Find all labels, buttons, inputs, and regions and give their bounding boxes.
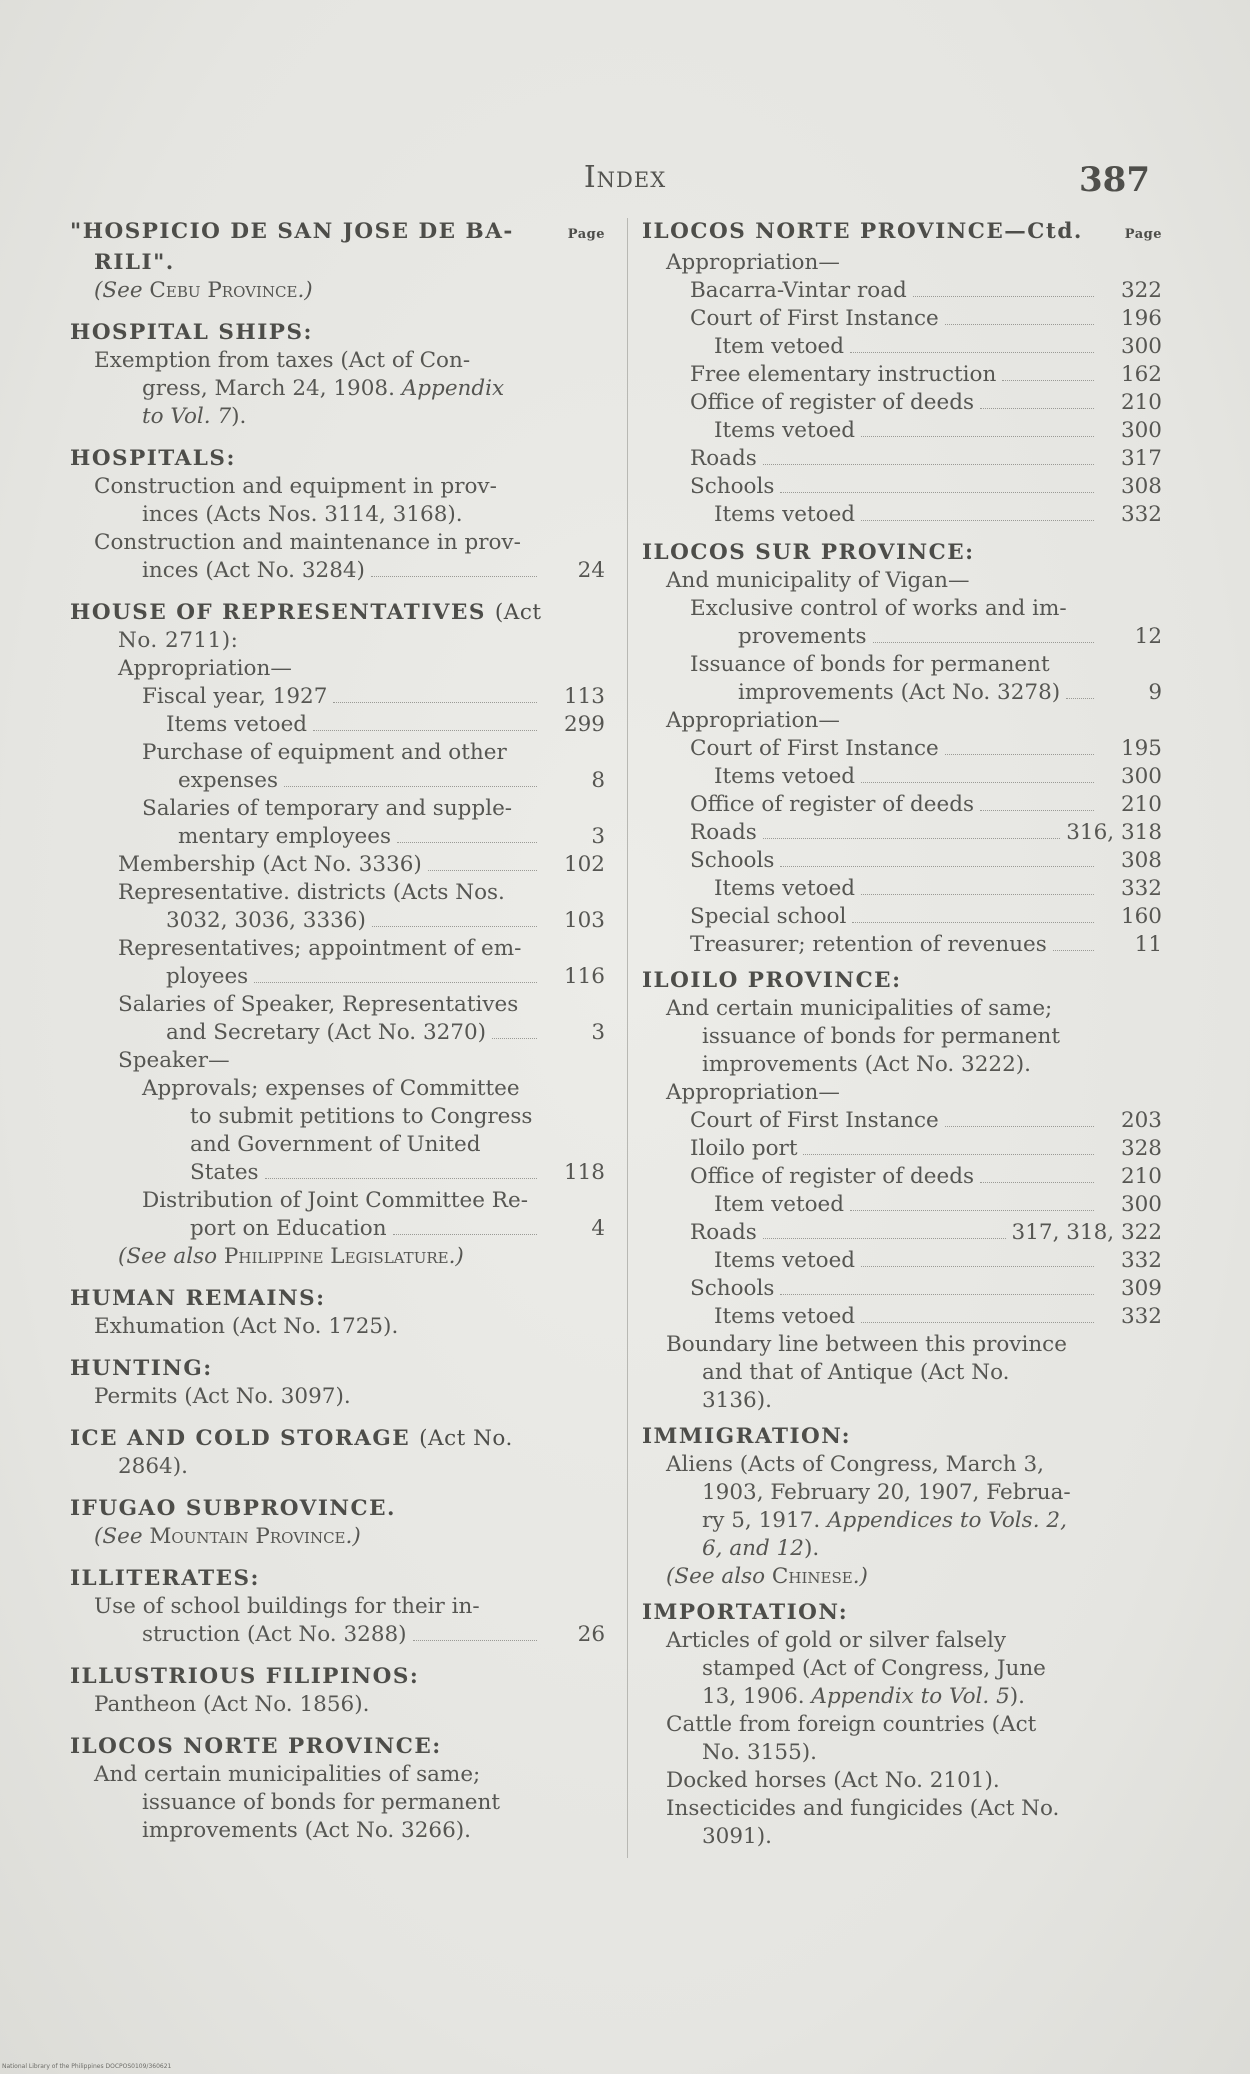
index-entry: Purchase of equipment and other	[142, 740, 507, 765]
index-heading: ICE AND COLD STORAGE (Act No.	[70, 1426, 513, 1451]
index-entry: Permits (Act No. 3097).	[94, 1384, 351, 1409]
index-entry: And certain municipalities of same;	[666, 996, 1053, 1021]
index-heading: ILOILO PROVINCE:	[642, 968, 902, 993]
index-entry-with-page: Bacarra-Vintar road 322	[690, 278, 1162, 303]
index-entry: Representatives; appointment of em-	[118, 936, 522, 961]
index-entry-cont: improvements (Act No. 3266).	[142, 1818, 471, 1843]
index-entry-cont: gress, March 24, 1908. Appendix	[142, 376, 505, 401]
index-entry-cont: and that of Antique (Act No.	[702, 1360, 1010, 1385]
index-entry: Exemption from taxes (Act of Con-	[94, 348, 471, 373]
see-reference[interactable]: (See also Philippine Legislature.)	[118, 1244, 464, 1269]
index-entry: Construction and maintenance in prov-	[94, 530, 521, 555]
index-entry-cont: ry 5, 1917. Appendices to Vols. 2,	[702, 1508, 1067, 1533]
index-entry-with-page: Court of First Instance 196	[690, 306, 1162, 331]
page-number: 387	[1079, 160, 1150, 200]
index-heading: HUNTING:	[70, 1356, 213, 1381]
see-reference[interactable]: (See Cebu Province.)	[94, 278, 313, 303]
index-entry-cont: and Government of United	[190, 1132, 481, 1157]
index-heading: HOSPITALS:	[70, 446, 236, 471]
index-heading: IFUGAO SUBPROVINCE.	[70, 1496, 397, 1521]
index-entry-with-page: 3032, 3036, 3336) 103	[166, 908, 605, 933]
index-entry-cont: to submit petitions to Congress	[190, 1104, 533, 1129]
index-entry-cont: 6, and 12).	[702, 1536, 820, 1561]
index-entry-with-page: port on Education 4	[190, 1216, 605, 1241]
index-entry: And certain municipalities of same;	[94, 1762, 481, 1787]
index-entry: Exclusive control of works and im-	[690, 596, 1067, 621]
index-entry: Docked horses (Act No. 2101).	[666, 1768, 1000, 1793]
index-entry-with-page: Office of register of deeds 210	[690, 390, 1162, 415]
running-header-title: Index	[583, 160, 667, 195]
index-subheading: Speaker—	[118, 1048, 230, 1073]
index-entry-cont: 3091).	[702, 1824, 772, 1849]
index-entry-with-page: Roads 317, 318, 322	[690, 1220, 1162, 1245]
index-column-left	[70, 218, 605, 1845]
index-column-right	[642, 218, 1162, 1851]
index-entry-with-page: Schools 309	[690, 1276, 1162, 1301]
index-entry-with-page: Schools 308	[690, 848, 1162, 873]
index-entry-with-page: Office of register of deeds 210	[690, 792, 1162, 817]
index-entry: Use of school buildings for their in-	[94, 1594, 480, 1619]
index-heading: HUMAN REMAINS:	[70, 1286, 326, 1311]
index-entry-with-page: expenses 8	[178, 768, 605, 793]
index-entry-with-page: Fiscal year, 1927 113	[142, 684, 605, 709]
index-entry-with-page: and Secretary (Act No. 3270) 3	[166, 1020, 605, 1045]
index-entry: Representative. districts (Acts Nos.	[118, 880, 505, 905]
index-heading: ILOCOS SUR PROVINCE:	[642, 540, 975, 565]
index-entry: Pantheon (Act No. 1856).	[94, 1692, 370, 1717]
index-entry: Construction and equipment in prov-	[94, 474, 497, 499]
index-entry-with-page: Items vetoed 332	[714, 1304, 1162, 1329]
page-ref: 24	[577, 558, 605, 583]
index-entry-with-page: Roads 316, 318	[690, 820, 1162, 845]
index-entry-with-page: Items vetoed 332	[714, 1248, 1162, 1273]
index-entry: Approvals; expenses of Committee	[142, 1076, 520, 1101]
index-entry: Aliens (Acts of Congress, March 3,	[666, 1452, 1045, 1477]
index-entry: Boundary line between this province	[666, 1332, 1067, 1357]
index-entry-with-page: Items vetoed 300	[714, 764, 1162, 789]
index-entry: Salaries of temporary and supple-	[142, 796, 513, 821]
index-subheading: Appropriation—	[666, 708, 840, 733]
index-entry-with-page: inces (Act No. 3284) 24	[142, 558, 605, 583]
page-column-label: Page	[567, 227, 605, 242]
see-reference[interactable]: (See Mountain Province.)	[94, 1524, 361, 1549]
index-heading: ILOCOS NORTE PROVINCE—Ctd. Page	[642, 218, 1162, 249]
index-entry-with-page: Schools 308	[690, 474, 1162, 499]
index-heading: ILLUSTRIOUS FILIPINOS:	[70, 1664, 420, 1689]
index-entry-with-page: Free elementary instruction 162	[690, 362, 1162, 387]
index-entry: Distribution of Joint Committee Re-	[142, 1188, 528, 1213]
see-reference[interactable]: (See also Chinese.)	[666, 1564, 868, 1589]
column-divider	[627, 218, 628, 1858]
index-entry-with-page: Items vetoed 332	[714, 876, 1162, 901]
index-heading-cont: 2864).	[118, 1454, 188, 1479]
index-entry: Insecticides and fungicides (Act No.	[666, 1796, 1060, 1821]
index-entry-cont: stamped (Act of Congress, June	[702, 1656, 1046, 1681]
index-entry-with-page: mentary employees 3	[178, 824, 605, 849]
index-entry-cont: improvements (Act No. 3222).	[702, 1052, 1031, 1077]
library-footer-note: National Library of the Philippines DOCPOS0109/360621	[2, 2063, 172, 2070]
index-heading-cont: No. 2711):	[118, 628, 239, 653]
index-entry-with-page: Item vetoed 300	[714, 1192, 1162, 1217]
index-entry: Exhumation (Act No. 1725).	[94, 1314, 399, 1339]
index-entry-cont: No. 3155).	[702, 1740, 817, 1765]
index-entry-with-page: Items vetoed 332	[714, 502, 1162, 527]
index-subheading: And municipality of Vigan—	[666, 568, 970, 593]
index-entry-with-page: provements 12	[738, 624, 1162, 649]
index-entry-cont: 1903, February 20, 1907, Februa-	[702, 1480, 1071, 1505]
index-entry: Salaries of Speaker, Representatives	[118, 992, 519, 1017]
index-entry-with-page: Items vetoed 300	[714, 418, 1162, 443]
page-column-label: Page	[1124, 227, 1162, 242]
index-entry-with-page: struction (Act No. 3288) 26	[142, 1622, 605, 1647]
index-entry: Articles of gold or silver falsely	[666, 1628, 1007, 1653]
index-heading: HOUSE OF REPRESENTATIVES (Act	[70, 600, 542, 625]
index-entry-with-page: Office of register of deeds 210	[690, 1164, 1162, 1189]
index-heading: HOSPITAL SHIPS:	[70, 320, 313, 345]
index-heading-cont: RILI".	[94, 250, 175, 275]
index-entry: Cattle from foreign countries (Act	[666, 1712, 1037, 1737]
index-subheading: Appropriation—	[118, 656, 292, 681]
index-entry-with-page: Special school 160	[690, 904, 1162, 929]
index-subheading: Appropriation—	[666, 1080, 840, 1105]
index-entry-with-page: States 118	[190, 1160, 605, 1185]
index-subheading: Appropriation—	[666, 250, 840, 275]
index-entry-with-page: Items vetoed 299	[166, 712, 605, 737]
index-entry-with-page: Roads 317	[690, 446, 1162, 471]
index-heading: ILOCOS NORTE PROVINCE:	[70, 1734, 442, 1759]
index-entry-with-page: improvements (Act No. 3278) 9	[738, 680, 1162, 705]
index-entry-cont: 13, 1906. Appendix to Vol. 5).	[702, 1684, 1026, 1709]
index-entry-with-page: ployees 116	[166, 964, 605, 989]
index-entry-cont: 3136).	[702, 1388, 772, 1413]
index-entry-with-page: Membership (Act No. 3336) 102	[118, 852, 605, 877]
index-entry: Issuance of bonds for permanent	[690, 652, 1050, 677]
index-entry-cont: issuance of bonds for permanent	[702, 1024, 1061, 1049]
index-entry-cont: inces (Acts Nos. 3114, 3168).	[142, 502, 463, 527]
index-entry-with-page: Court of First Instance 195	[690, 736, 1162, 761]
index-entry-with-page: Treasurer; retention of revenues 11	[690, 932, 1162, 957]
index-heading: IMPORTATION:	[642, 1600, 849, 1625]
index-entry-cont: issuance of bonds for permanent	[142, 1790, 501, 1815]
index-entry-with-page: Court of First Instance 203	[690, 1108, 1162, 1133]
index-entry-cont: to Vol. 7).	[142, 404, 247, 429]
index-heading: IMMIGRATION:	[642, 1424, 852, 1449]
index-heading: "HOSPICIO DE SAN JOSE DE BA- Page	[70, 218, 605, 249]
index-entry-with-page: Iloilo port 328	[690, 1136, 1162, 1161]
index-heading: ILLITERATES:	[70, 1566, 260, 1591]
index-entry-with-page: Item vetoed 300	[714, 334, 1162, 359]
